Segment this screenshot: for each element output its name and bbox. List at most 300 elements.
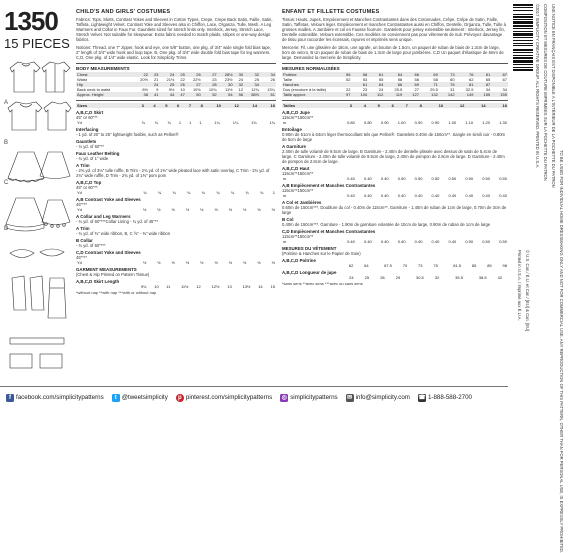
view-yardage-value: 0.50: [499, 239, 507, 244]
english-body-measurements-title: BODY MEASUREMENTS: [76, 66, 130, 71]
barcode-bar: [513, 69, 533, 71]
view-yardage-value: 25: [364, 275, 370, 280]
french-measurements-table: [282, 72, 508, 97]
view-yardage-value: 1.20: [482, 120, 491, 125]
view-yardage-value: 0.40: [380, 239, 389, 244]
measurement-value: 58: [433, 77, 438, 82]
measurement-label: Taille approx: [283, 92, 306, 97]
measurement-value: 23: [362, 87, 368, 92]
view-block: [76, 110, 276, 125]
french-column: [282, 10, 508, 286]
view-unit: m: [283, 193, 287, 198]
view-fabrics: - ¾ yd. of 1" wide: [76, 156, 109, 161]
measurement-value: 81: [485, 72, 491, 77]
view-block: [76, 238, 276, 248]
view-yardage-value: 12: [196, 284, 201, 289]
measurement-value: 27: [414, 87, 419, 92]
view-yardage-value: ½: [171, 260, 175, 265]
view-yardage-value: 70: [402, 263, 408, 268]
view-yardage-value: ¾: [154, 120, 158, 125]
measurement-value: 28½: [224, 72, 233, 77]
instagram-icon: ◎: [281, 395, 287, 401]
measurement-value: 21: [153, 77, 159, 82]
french-notions: Mercerie: Fil, une glissière de 18cm, une agrafe, un bouton de 1.5cm, un paquet de ruban de biais de 1.3cm de large, 5cm de velcro, B Un paquet de ruban de biais de 1.3cm de large pour jambières. C,D Un paquet d'élastique de 6mm de large. Demandez la mercerie de Simplicity.: [282, 45, 504, 60]
view-title: A,B,C,D Skirt: [76, 110, 104, 115]
view-yardage-value: 0.50: [465, 176, 474, 181]
view-unit: [282, 275, 339, 280]
view-fabrics: 115cm**150cm**: [282, 188, 314, 193]
view-yardage-value: 35.5: [455, 275, 463, 280]
twitter-text: @tweetsimplicity: [121, 394, 168, 401]
view-title: A,B,C,D Poitrine: [282, 258, 316, 263]
size-value: 8: [200, 103, 203, 108]
view-title: Gauntlets: [76, 139, 97, 144]
view-yardage-row: [76, 120, 276, 125]
measurement-value: 97: [345, 92, 351, 97]
measurement-value: 26: [196, 72, 201, 77]
view-yardage-value: ¾: [216, 190, 220, 195]
measurement-value: 58: [414, 77, 419, 82]
view-unit: Yd: [77, 207, 82, 212]
view-yardage-value: 9¾: [140, 284, 147, 289]
view-yardage-value: 0.50: [499, 176, 507, 181]
measurement-label: Back neck to waist: [77, 87, 111, 92]
barcode-bar: [513, 4, 533, 6]
view-yardage-value: ½: [142, 207, 147, 212]
view-yardage-row: [76, 207, 276, 212]
view-yardage-value: ½: [228, 207, 233, 212]
measurement-value: 12: [238, 87, 244, 92]
view-fabrics: 45" or 60"**: [76, 185, 98, 190]
measurement-label: Dos (encolure à la taille): [283, 87, 327, 92]
measurement-value: 61: [270, 92, 275, 97]
measurement-label: Waist: [77, 77, 87, 82]
sketch-label-d: D: [4, 226, 9, 232]
measurement-value: 112: [376, 92, 384, 97]
view-yardage-row: [282, 176, 508, 181]
measurement-value: 22: [143, 72, 148, 77]
view-yardage-value: 0.80: [363, 120, 372, 125]
measurement-value: 32.5: [465, 87, 474, 92]
barcode-bar: [513, 52, 533, 53]
view-unit: m: [283, 120, 287, 125]
measurement-label: Taille: [283, 77, 293, 82]
view-fabrics: 45"***: [76, 255, 88, 260]
facebook-link[interactable]: [6, 394, 104, 402]
barcode-bar: [513, 40, 533, 41]
view-title: A Trim: [76, 163, 90, 168]
measurement-value: 24: [238, 77, 244, 82]
view-yardage-row: [282, 193, 508, 198]
view-yardage-value: 0.40: [499, 193, 507, 198]
english-column: [76, 10, 276, 295]
email-text: info@simplicity.com: [355, 394, 410, 401]
view-title: MESURES DU VÊTEMENT: [282, 246, 337, 251]
view-yardage-value: 1¾: [251, 120, 257, 125]
measurement-label: Hanches: [283, 82, 299, 87]
size-value: 7: [405, 103, 408, 108]
measurement-value: 81: [468, 82, 474, 87]
measurement-value: 23½: [224, 77, 233, 82]
measurement-value: 38: [143, 92, 148, 97]
email-link[interactable]: [346, 394, 410, 402]
french-sizes-row: [282, 103, 508, 108]
view-yardage-value: 1¼: [214, 120, 220, 125]
view-block: [76, 127, 276, 137]
measurement-value: 22: [180, 77, 185, 82]
view-yardage-value: 0.40: [397, 193, 406, 198]
view-yardage-value: 75: [433, 263, 438, 268]
view-yardage-value: ½: [185, 207, 190, 212]
barcode-bar: [513, 33, 533, 36]
view-yardage-value: 0.90: [380, 120, 389, 125]
vertical-text-3: UNE NOTICE EN FRANÇAIS EST DISPONIBLE À L'INTÉRIEUR DE LA POCHETTE DU PATRON: [551, 4, 556, 188]
pattern-number: 1350: [4, 6, 58, 36]
view-yardage-value: 0.50: [482, 176, 491, 181]
measurement-value: 66: [414, 72, 419, 77]
view-yardage-value: 0.50: [482, 239, 491, 244]
size-value: 5: [165, 103, 168, 108]
view-block: [76, 279, 276, 289]
view-yardage-value: 12½: [211, 284, 220, 289]
measurement-value: 69: [414, 82, 419, 87]
measurement-value: 29.5: [430, 87, 438, 92]
measurement-value: 24: [378, 87, 384, 92]
view-block: [282, 217, 508, 227]
measurement-value: 52: [212, 92, 217, 97]
view-block: [76, 250, 276, 265]
collar-sketch: [10, 249, 64, 258]
view-block: [76, 267, 276, 277]
technical-sketches: [4, 48, 72, 378]
size-value: 12: [234, 103, 239, 108]
size-value: 5: [377, 103, 380, 108]
right-vertical-column: [510, 0, 570, 553]
view-yardage-value: 62: [348, 263, 354, 268]
view-yardage-value: 1¼: [232, 120, 239, 125]
view-fabrics: 2.40m de tulle volanté de 9.5cm de large. B Garniture - 2.40m de dentelle plissée avec dessus de satin de 5.4cm de large. C Garniture - 2.40m de tulle volanté de 9.5cm de large, 2.40m de pompon de 2.8cm de large. D Garniture - 2.40m de pompon de 2.8cm de large.: [282, 149, 505, 164]
view-yardage-value: 0.40: [380, 176, 389, 181]
view-block: [76, 139, 276, 149]
view-fabrics: 115cm**150cm**: [282, 115, 314, 120]
measurement-value: 10½: [192, 87, 201, 92]
view-yardage-value: 1: [178, 120, 182, 125]
view-yardage-value: 0.40: [414, 193, 423, 198]
gauntlet-sketch: [12, 276, 44, 310]
view-yardage-row: [282, 275, 508, 280]
size-value: 7: [188, 103, 192, 108]
measurement-value: 155: [483, 92, 491, 97]
view-yardage-value: 24: [349, 275, 354, 280]
view-block: [282, 183, 508, 198]
vertical-text-2: COMPOSITION ET MESURES DE COUTURE IMPRIMÉES SUR LA POCHETTE DU PATRON: [543, 4, 548, 181]
view-yardage-value: 0.40: [347, 176, 355, 181]
measurement-value: 21½: [166, 77, 175, 82]
measurement-value: 67: [502, 77, 507, 82]
view-yardage-value: 0.40: [465, 193, 474, 198]
view-yardage-value: 0.40: [363, 193, 372, 198]
barcode-bar: [513, 57, 533, 59]
view-unit: Yd: [77, 260, 82, 265]
view-title: A,B,C,D Longueur de jupe: [282, 270, 337, 275]
measurement-row: [282, 92, 508, 97]
size-value: 4: [363, 103, 366, 108]
view-yardage-value: ½: [142, 260, 147, 265]
view-yardage-value: 67.5: [384, 263, 392, 268]
view-title: A,B,C,D Haut: [282, 166, 310, 171]
view-yardage-value: 0.40: [397, 239, 406, 244]
view-title: B Col: [282, 217, 294, 222]
view-yardage-value: 1.30: [499, 120, 507, 125]
instagram-link[interactable]: [280, 394, 337, 402]
measurement-value: 132: [431, 92, 438, 97]
english-fabrics: Fabrics: Tops, Skirts, Contrast Yokes and Sleeves in Cotton Types, Crepe, Crepe Back Satin, Faille, Satin, Taffeta, Lightweight Velvet. Contrast Yoke and Sleeves also in Chiffon, Lace, Organza, Tulle, Mesh. A Leg Warmers and Collar in Faux Fur. Gauntlets sized for stretch knits only. Interlock, Jersey, Stretch Lace, Stretch Velvet. Not suitable for sleepwear. Extra fabric needed to match plaids, stripes or one-way design fabrics.: [76, 17, 273, 42]
measurement-value: 71: [433, 82, 438, 87]
measurement-value: 22½: [192, 77, 201, 82]
view-yardage-row: [76, 260, 276, 265]
view-yardage-value: 0.40: [448, 239, 457, 244]
measurement-row: [76, 92, 276, 97]
view-block: [76, 214, 276, 224]
measurement-value: 52: [345, 77, 351, 82]
measurement-value: 34: [254, 82, 259, 87]
view-yardage-value: 98: [502, 263, 507, 268]
barcode-bar: [513, 45, 533, 46]
phone-link[interactable]: [418, 394, 472, 402]
view-unit: [76, 284, 133, 289]
top-back-sketch: [42, 62, 70, 92]
barcode: [513, 4, 533, 96]
measurement-value: 25: [180, 72, 185, 77]
measurement-value: 26: [270, 77, 275, 82]
french-body-measurements-title: MESURES NORMALISÉES: [282, 66, 340, 71]
left-column: [4, 8, 72, 378]
size-value: 6: [177, 103, 180, 108]
view-yardage-value: 38.5: [478, 275, 487, 280]
view-yardage-value: 81.5: [453, 263, 462, 268]
measurement-value: 10¾: [208, 87, 217, 92]
view-yardage-value: 1.10: [465, 120, 474, 125]
view-yardage-value: 0.90: [414, 120, 423, 125]
view-yardage-value: ½: [157, 260, 161, 265]
measurement-value: 73: [450, 72, 455, 77]
view-yardage-value: 1: [189, 120, 192, 125]
view-yardage-value: ½: [257, 207, 261, 212]
view-yardage-value: ½: [157, 207, 161, 212]
view-yardage-value: 64: [364, 263, 369, 268]
measurement-value: 64: [397, 72, 403, 77]
view-title: Faux Leather Belting: [76, 151, 120, 156]
measurement-value: 56: [397, 77, 403, 82]
view-title: B Collar: [76, 238, 93, 243]
view-yardage-value: 0.40: [448, 193, 457, 198]
view-yardage-value: 0.50: [448, 176, 457, 181]
barcode-bar: [513, 37, 533, 38]
measurement-value: 119: [395, 92, 403, 97]
measurement-value: 56: [345, 72, 351, 77]
sketch-label-a: A: [4, 100, 9, 106]
english-measurements-table: [76, 72, 276, 97]
measurement-value: 54: [228, 92, 233, 97]
view-unit: Yd: [77, 120, 82, 125]
measurement-value: 64: [378, 82, 384, 87]
barcode-bar: [513, 49, 533, 51]
barcode-bar: [513, 19, 533, 20]
size-value: 4: [153, 103, 156, 108]
sketch-label-b: B: [4, 140, 9, 146]
view-yardage-value: 0.40: [431, 193, 440, 198]
measurement-value: 58½: [251, 92, 259, 97]
barcode-bar: [513, 60, 533, 63]
view-title: A Collar and Leg Warmers: [76, 214, 131, 219]
measurement-value: 10: [180, 87, 185, 92]
measurement-value: 53: [362, 77, 368, 82]
view-yardage-value: ¾: [143, 190, 147, 195]
size-value: 14: [252, 103, 257, 108]
view-yardage-value: 1: [272, 190, 275, 195]
measurement-value: 26: [180, 82, 185, 87]
view-yardage-value: ½: [185, 260, 190, 265]
measurement-value: 27: [212, 72, 217, 77]
view-block: [282, 246, 508, 256]
view-block: [282, 200, 508, 215]
view-yardage-value: 0.90: [431, 120, 440, 125]
skirt-sketch-a: [8, 152, 44, 182]
size-value: 14: [481, 103, 486, 108]
measurement-value: 32: [254, 72, 259, 77]
measurement-value: 155: [500, 92, 507, 97]
view-fabrics: - 1 yd. of 20" to 25" lightweight fusible, such as Pellon®: [76, 132, 179, 137]
measurement-value: 24: [153, 82, 159, 87]
measurement-label: Chest: [77, 72, 88, 77]
view-yardage-value: [503, 275, 508, 280]
view-title: A Col et Jambières: [282, 200, 322, 205]
footer: [0, 386, 508, 408]
view-block: [76, 180, 276, 195]
view-yardage-value: 0.80: [347, 120, 355, 125]
barcode-bar: [513, 7, 533, 8]
view-yardage-value: ½: [243, 207, 247, 212]
measurement-label: Poitrine: [283, 72, 297, 77]
view-yardage-value: 89: [487, 263, 492, 268]
measurement-value: 142: [447, 92, 455, 97]
vertical-text-1: ©2017 SIMPLICITY CREATIVE GROUP. ALL RIGHTS RESERVED. PRINTED IN U.S.A.: [535, 4, 540, 169]
email-icon: ✉: [347, 395, 353, 401]
view-yardage-value: 0.50: [465, 239, 474, 244]
view-yardage-value: 1.00: [448, 120, 457, 125]
measurement-value: 62: [468, 77, 474, 82]
measurement-value: 50: [196, 92, 201, 97]
view-yardage-value: 28: [380, 275, 385, 280]
view-block: [76, 226, 276, 236]
phone-text: 1-888-588-2700: [427, 394, 472, 401]
view-yardage-value: 0.40: [380, 193, 389, 198]
french-fabrics: Tissus: Hauts, Jupes, Empiècement et Manches Contrastantes dans des Cotonnades, Crêpe, Crêpe de Satin, Faille, Satin, Taffetas, Velours léger. Empiècement et manches Contrastantes aussi en Chiffon, Dentelle, Organza, Tulle, Tulle à grosses mailles. A Jambière et col en Fausse fourrure. Gantelets pour jersey extensible seulement : Interlock, Jersey fin, Dentelle extensible, Velours extensible. Ces modèles ne conviennent pas pour vêtements de nuit. Prévoyez davantage de tissu pour raccorder les écossais, rayures et imprimés sens unique.: [282, 17, 506, 42]
measurement-value: 44: [169, 92, 175, 97]
measurement-value: 31: [450, 87, 455, 92]
view-fabrics: - ¾ yd. of 60"**: [76, 144, 105, 149]
facebook-text: facebook.com/simplicitypatterns: [16, 394, 104, 401]
measurement-value: 149: [466, 92, 474, 97]
view-yardage-value: 13: [227, 284, 232, 289]
barcode-bar: [513, 64, 533, 65]
view-block: [76, 197, 276, 212]
facebook-icon: f: [6, 394, 14, 402]
view-title: C,D Empiècement et Manches Contrastantes: [282, 229, 376, 234]
belt-sketch: [10, 338, 64, 368]
measurement-value: 34: [485, 87, 491, 92]
view-fabrics: - ¾ yd. of 60"***: [76, 243, 106, 248]
size-value: 6: [391, 103, 394, 108]
measurement-value: 25: [254, 77, 259, 82]
leg-warmer-sketch: [48, 278, 66, 318]
view-title: A,B,C,D Skirt Length: [76, 279, 120, 284]
french-footnote: *sans sens **avec sens ***avec ou sans sens: [282, 281, 363, 286]
view-fabrics: - ¾ yd. of ⅜" wide ribbon, B, C ⅝" - ⅜" wide ribbon: [76, 231, 171, 236]
pinterest-link[interactable]: [176, 394, 272, 402]
english-notions: Notions: Thread, one 7" zipper, hook and eye, one 5/8" button, one pkg. of 3/4" wide single fold bias tape, 2" length of 3/4" wide hook and loop tape. B, One pkg. of 3/4" wide double fold bias tape for leg warmers. C,D, One pkg. of 1/4" wide elastic. Look for Simplicity Trims.: [76, 45, 272, 60]
view-title: GARMENT MEASUREMENTS: [76, 267, 137, 272]
view-yardage-value: 85: [471, 263, 477, 268]
sizes-row: [76, 103, 276, 108]
view-block: [282, 110, 508, 125]
english-title: CHILD'S AND GIRLS' COSTUMES: [76, 9, 171, 15]
barcode-bar: [513, 67, 533, 68]
measurement-value: 41: [153, 92, 159, 97]
view-yardage-value: 0.40: [347, 193, 355, 198]
skirt-sketch-d: [42, 200, 70, 227]
view-block: [282, 144, 508, 164]
view-yardage-value: ¾: [167, 120, 171, 125]
measurement-value: 76: [450, 82, 455, 87]
barcode-bar: [513, 21, 533, 24]
english-sizes-row: [76, 103, 276, 108]
size-value: 8: [419, 103, 422, 108]
measurement-value: 65: [485, 77, 491, 82]
phone-icon: ☎: [418, 395, 426, 401]
view-block: [282, 166, 508, 181]
view-yardage-value: ½: [214, 260, 218, 265]
twitter-link[interactable]: [112, 394, 168, 402]
measurement-value: 55: [378, 77, 384, 82]
french-title: ENFANT ET FILLETTE COSTUMES: [282, 9, 380, 15]
view-title: A,B Empiècement et Manches Contrastantes: [282, 183, 376, 188]
barcode-bar: [513, 16, 533, 18]
view-fabrics: - ¾ yd. of 60"***Collar Lining - ¾ yd. of 45"**: [76, 219, 159, 224]
sizes-label: Tailles: [283, 103, 296, 108]
view-fabrics: 0.40m de 150cm***. Garniture - 1.90m de garniture volantée de 10cm de large, 0.90m de ruban de 1cm de large: [282, 222, 491, 227]
view-title: C,D Contrast Yoke and Sleeves: [76, 250, 141, 255]
view-title: A,B,C,D Jupe: [282, 110, 310, 115]
measurement-value: 61: [362, 82, 368, 87]
size-value: 16: [502, 103, 507, 108]
view-yardage-value: 0.50: [414, 176, 423, 181]
french-views: [282, 110, 508, 280]
twitter-icon: t: [112, 394, 120, 402]
view-yardage-value: 30.5: [416, 275, 424, 280]
barcode-bar: [513, 43, 533, 44]
view-yardage-value: 15: [270, 284, 275, 289]
view-yardage-value: 0.50: [431, 176, 440, 181]
view-yardage-value: ¾: [172, 190, 176, 195]
view-fabrics: 115cm**150cm**: [282, 171, 314, 176]
view-yardage-value: ½: [171, 207, 175, 212]
view-unit: m: [283, 239, 287, 244]
size-value: 10: [216, 103, 221, 108]
view-fabrics: 0.60m de 150cm***. Doublure du col - 0.40m de 115cm**. Garniture - 1.40m de ruban de 1cm de large, 0.70m de 3cm de large: [282, 205, 507, 215]
view-yardage-value: 1.00: [397, 120, 406, 125]
view-yardage-row: [282, 263, 508, 268]
